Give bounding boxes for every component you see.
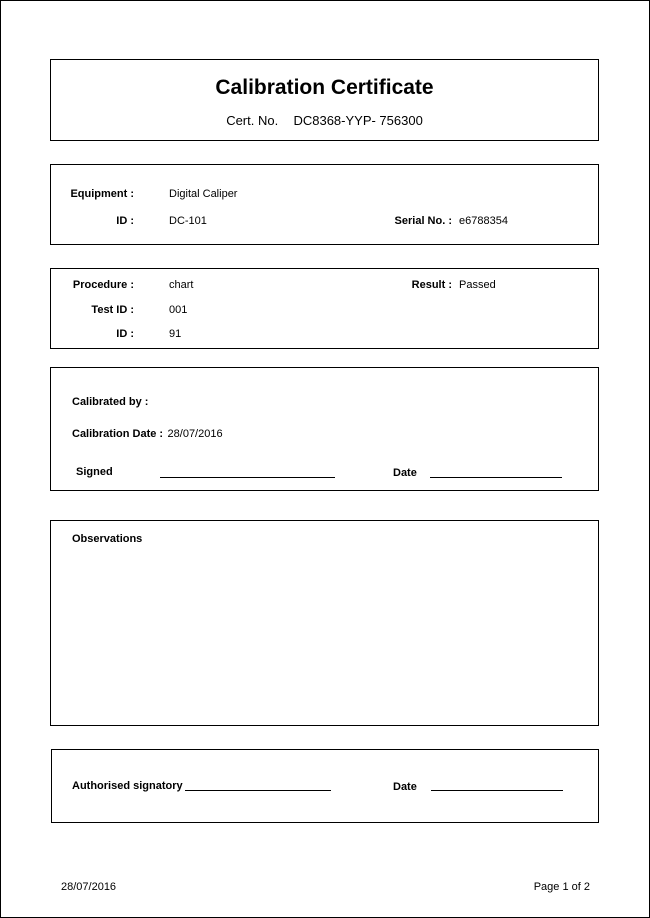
procedure-box — [50, 268, 599, 349]
signature-line — [160, 477, 335, 478]
cert-number-label: Cert. No. — [226, 113, 279, 128]
result-label: Result : — [411, 279, 452, 291]
header-box — [50, 59, 599, 141]
observations-label: Observations — [72, 533, 143, 545]
observations-box — [50, 520, 599, 726]
serial-label: Serial No. : — [394, 215, 452, 227]
test-id-label: Test ID : — [91, 304, 134, 316]
procedure-id-label: ID : — [116, 328, 134, 340]
cert-number-line — [51, 113, 598, 128]
calibration-date-line — [72, 424, 223, 442]
procedure-value: chart — [169, 279, 194, 291]
equipment-box — [50, 164, 599, 245]
signed-label: Signed — [76, 466, 113, 478]
footer-page-number: Page 1 of 2 — [533, 881, 590, 893]
calibrated-by-label: Calibrated by : — [72, 396, 149, 408]
equipment-value: Digital Caliper — [169, 188, 238, 200]
serial-value: e6788354 — [459, 215, 508, 227]
result-value: Passed — [459, 279, 496, 291]
procedure-label: Procedure : — [72, 279, 134, 291]
cert-number-value: DC8368-YYP- 756300 — [293, 113, 423, 128]
signed-date-label: Date — [393, 467, 417, 479]
authorised-signatory-label: Authorised signatory — [72, 780, 183, 792]
authorisation-date-line — [431, 790, 563, 791]
authorisation-box — [51, 749, 599, 823]
signed-date-line — [430, 477, 562, 478]
calibration-date-label: Calibration Date : — [72, 428, 164, 440]
authorisation-date-label: Date — [393, 781, 417, 793]
authorised-signature-line — [185, 790, 331, 791]
equipment-label: Equipment : — [70, 188, 134, 200]
procedure-id-value: 91 — [169, 328, 182, 340]
equipment-id-value: DC-101 — [169, 215, 207, 227]
test-id-value: 001 — [169, 304, 188, 316]
certificate-title: Calibration Certificate — [215, 76, 434, 99]
calibration-box — [50, 367, 599, 491]
equipment-id-label: ID : — [116, 215, 134, 227]
footer-date: 28/07/2016 — [61, 881, 117, 893]
calibration-date-value: 28/07/2016 — [167, 428, 223, 440]
